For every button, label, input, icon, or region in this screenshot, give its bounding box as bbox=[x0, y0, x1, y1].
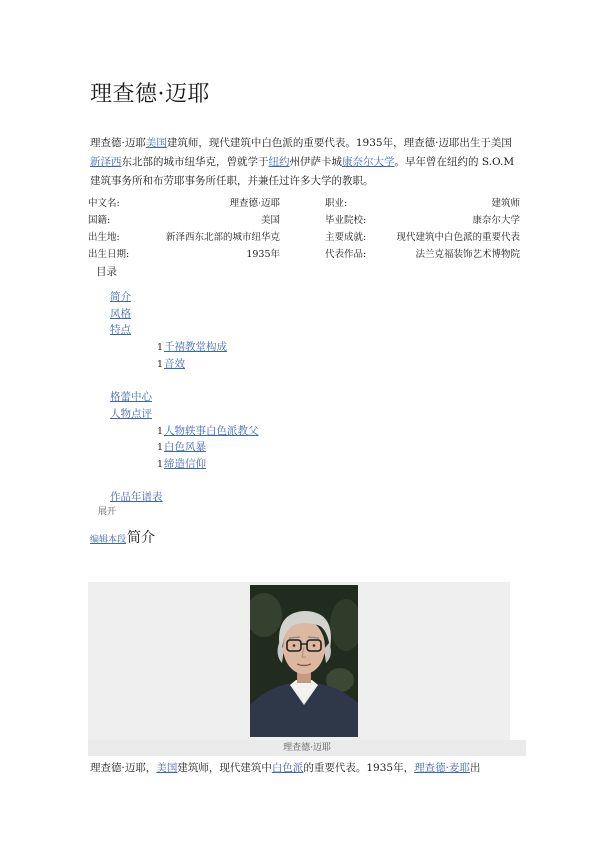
toc-subitem-millennium-church[interactable]: 千禧教堂构成 bbox=[164, 341, 227, 354]
page-title: 理查德·迈耶 bbox=[90, 82, 210, 107]
body-text: 建筑师，现代建筑中 bbox=[177, 762, 272, 774]
toc-subitem-white-storm[interactable]: 白色风暴 bbox=[164, 441, 206, 454]
edit-section-link[interactable]: 编辑本段 bbox=[90, 535, 127, 545]
intro-line bbox=[90, 134, 514, 153]
link-usa[interactable]: 美国 bbox=[156, 762, 178, 774]
info-label: 国籍: bbox=[88, 214, 111, 226]
info-value: 法兰克福装饰艺术博物院 bbox=[415, 248, 520, 260]
link-cornell-university[interactable]: 康奈尔大学 bbox=[342, 156, 395, 168]
intro-text: 东北部的城市纽华克，曾就学于 bbox=[121, 156, 269, 168]
intro-text: 州伊萨卡城 bbox=[289, 156, 342, 168]
body-text: 出 bbox=[469, 762, 481, 774]
toc-heading: 目录 bbox=[96, 266, 117, 278]
toc-bullet: 1 bbox=[157, 458, 164, 470]
link-new-york[interactable]: 纽约 bbox=[268, 156, 290, 168]
info-label: 代表作品: bbox=[325, 248, 367, 260]
info-label: 中文名: bbox=[88, 197, 120, 209]
info-row bbox=[88, 193, 520, 210]
toc-subitem-faith[interactable]: 缔造信仰 bbox=[164, 457, 206, 470]
toc-bullet: 1 bbox=[157, 358, 164, 370]
intro-paragraph bbox=[90, 134, 514, 191]
info-value: 1935年 bbox=[246, 248, 280, 260]
info-value: 美国 bbox=[260, 214, 280, 226]
toc-subitem-anecdotes[interactable]: 人物轶事白色派教父 bbox=[164, 424, 259, 437]
intro-line bbox=[90, 153, 514, 172]
link-richard-meier[interactable]: 理查德·麦耶 bbox=[414, 762, 470, 774]
info-label: 出生地: bbox=[88, 231, 120, 243]
link-usa[interactable]: 美国 bbox=[145, 137, 167, 149]
intro-line bbox=[90, 172, 514, 191]
toc-item-style[interactable]: 风格 bbox=[110, 307, 131, 320]
info-row bbox=[88, 210, 520, 227]
intro-text: 理查德·迈耶 bbox=[90, 137, 146, 149]
info-label: 出生日期: bbox=[88, 248, 130, 260]
toc-item-works-chronology[interactable]: 作品年谱表 bbox=[110, 491, 163, 504]
portrait-photo bbox=[250, 585, 358, 737]
intro-text: 建筑师，现代建筑中白色派的重要代表。1935年，理查德·迈耶出生于美国 bbox=[166, 137, 512, 149]
table-of-contents bbox=[0, 289, 600, 506]
body-paragraph bbox=[90, 759, 480, 778]
info-value: 建筑师 bbox=[491, 197, 520, 209]
info-box bbox=[88, 193, 520, 261]
info-label: 职业: bbox=[325, 197, 348, 209]
info-row bbox=[88, 244, 520, 261]
info-value: 理查德·迈耶 bbox=[229, 197, 280, 209]
info-label: 主要成就: bbox=[325, 231, 367, 243]
toc-item-intro[interactable]: 简介 bbox=[110, 291, 131, 303]
toc-item-getty-center[interactable]: 格蕾中心 bbox=[110, 391, 152, 404]
info-value: 康奈尔大学 bbox=[472, 214, 520, 226]
intro-text: 建筑事务所和布劳耶事务所任职，并兼任过许多大学的教职。 bbox=[90, 175, 374, 187]
figure-caption: 理查德·迈耶 bbox=[88, 740, 526, 756]
intro-text: 。早年曾在纽约的 S.O.M bbox=[394, 156, 515, 168]
link-new-jersey[interactable]: 新泽西 bbox=[90, 156, 122, 168]
toc-expand-link[interactable]: 展开 bbox=[98, 507, 117, 517]
toc-item-features[interactable]: 特点 bbox=[110, 324, 131, 337]
toc-bullet: 1 bbox=[157, 425, 164, 437]
link-white-school[interactable]: 白色派 bbox=[271, 762, 304, 774]
info-value: 现代建筑中白色派的重要代表 bbox=[396, 231, 520, 243]
toc-item-reviews[interactable]: 人物点评 bbox=[110, 407, 152, 420]
toc-bullet: 1 bbox=[157, 342, 164, 354]
body-text: 的重要代表。1935年， bbox=[303, 762, 415, 774]
info-label: 毕业院校: bbox=[325, 214, 367, 226]
toc-bullet: 1 bbox=[157, 442, 164, 454]
info-value: 新泽西东北部的城市纽华克 bbox=[165, 231, 280, 243]
body-text: 理查德·迈耶， bbox=[90, 762, 157, 774]
section-header bbox=[90, 527, 155, 547]
toc-subitem-acoustics[interactable]: 音效 bbox=[164, 357, 185, 370]
figure-box bbox=[88, 582, 510, 740]
section-heading: 简介 bbox=[127, 530, 156, 546]
info-row bbox=[88, 227, 520, 244]
